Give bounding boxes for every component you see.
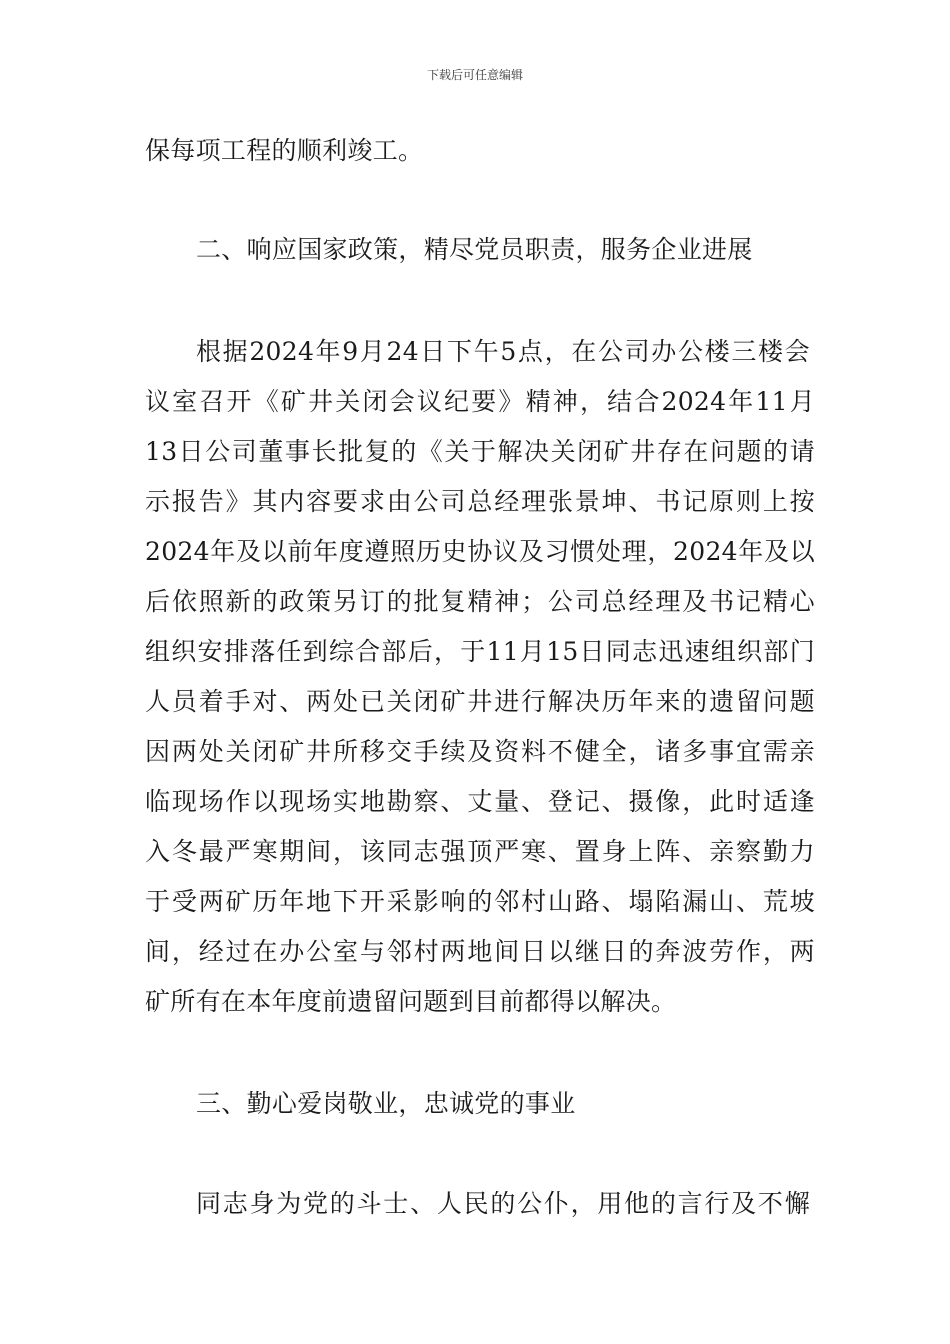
paragraph-line: 入冬最严寒期间，该同志强顶严寒、置身上阵、亲察勤力 [145,837,815,866]
continued-line: 保每项工程的顺利竣工。 [145,136,424,165]
paragraph-line: 因两处关闭矿井所移交手续及资料不健全，诸多事宜需亲 [145,737,815,766]
paragraph-line: 同志身为党的斗士、人民的公仆，用他的言行及不懈 [196,1189,810,1218]
paragraph-line: 于受两矿历年地下开采影响的邻村山路、塌陷漏山、荒坡 [145,887,815,916]
paragraph-line: 示报告》其内容要求由公司总经理张景坤、书记原则上按 [145,487,815,516]
paragraph-line: 后依照新的政策另订的批复精神；公司总经理及书记精心 [145,587,815,616]
paragraph-line: 组织安排落任到综合部后，于11月15日同志迅速组织部门 [145,637,815,666]
paragraph-line: 人员着手对、两处已关闭矿井进行解决历年来的遗留问题 [145,687,815,716]
paragraph-line: 间，经过在办公室与邻村两地间日以继日的奔波劳作，两 [145,937,815,966]
paragraph-line: 根据2024年9月24日下午5点，在公司办公楼三楼会 [196,337,810,366]
section-heading-2: 二、响应国家政策，精尽党员职责，服务企业进展 [196,235,753,264]
paragraph-line: 矿所有在本年度前遗留问题到目前都得以解决。 [145,987,677,1016]
paragraph-line: 议室召开《矿井关闭会议纪要》精神，结合2024年11月 [145,387,815,416]
paragraph-line: 2024年及以前年度遵照历史协议及习惯处理，2024年及以 [145,537,815,566]
paragraph-line: 13日公司董事长批复的《关于解决关闭矿井存在问题的请 [145,437,815,466]
paragraph-line: 临现场作以现场实地勘察、丈量、登记、摄像，此时适逢 [145,787,815,816]
section-heading-3: 三、勤心爱岗敬业，忠诚党的事业 [196,1089,576,1118]
page-header: 下载后可任意编辑 [426,68,523,82]
